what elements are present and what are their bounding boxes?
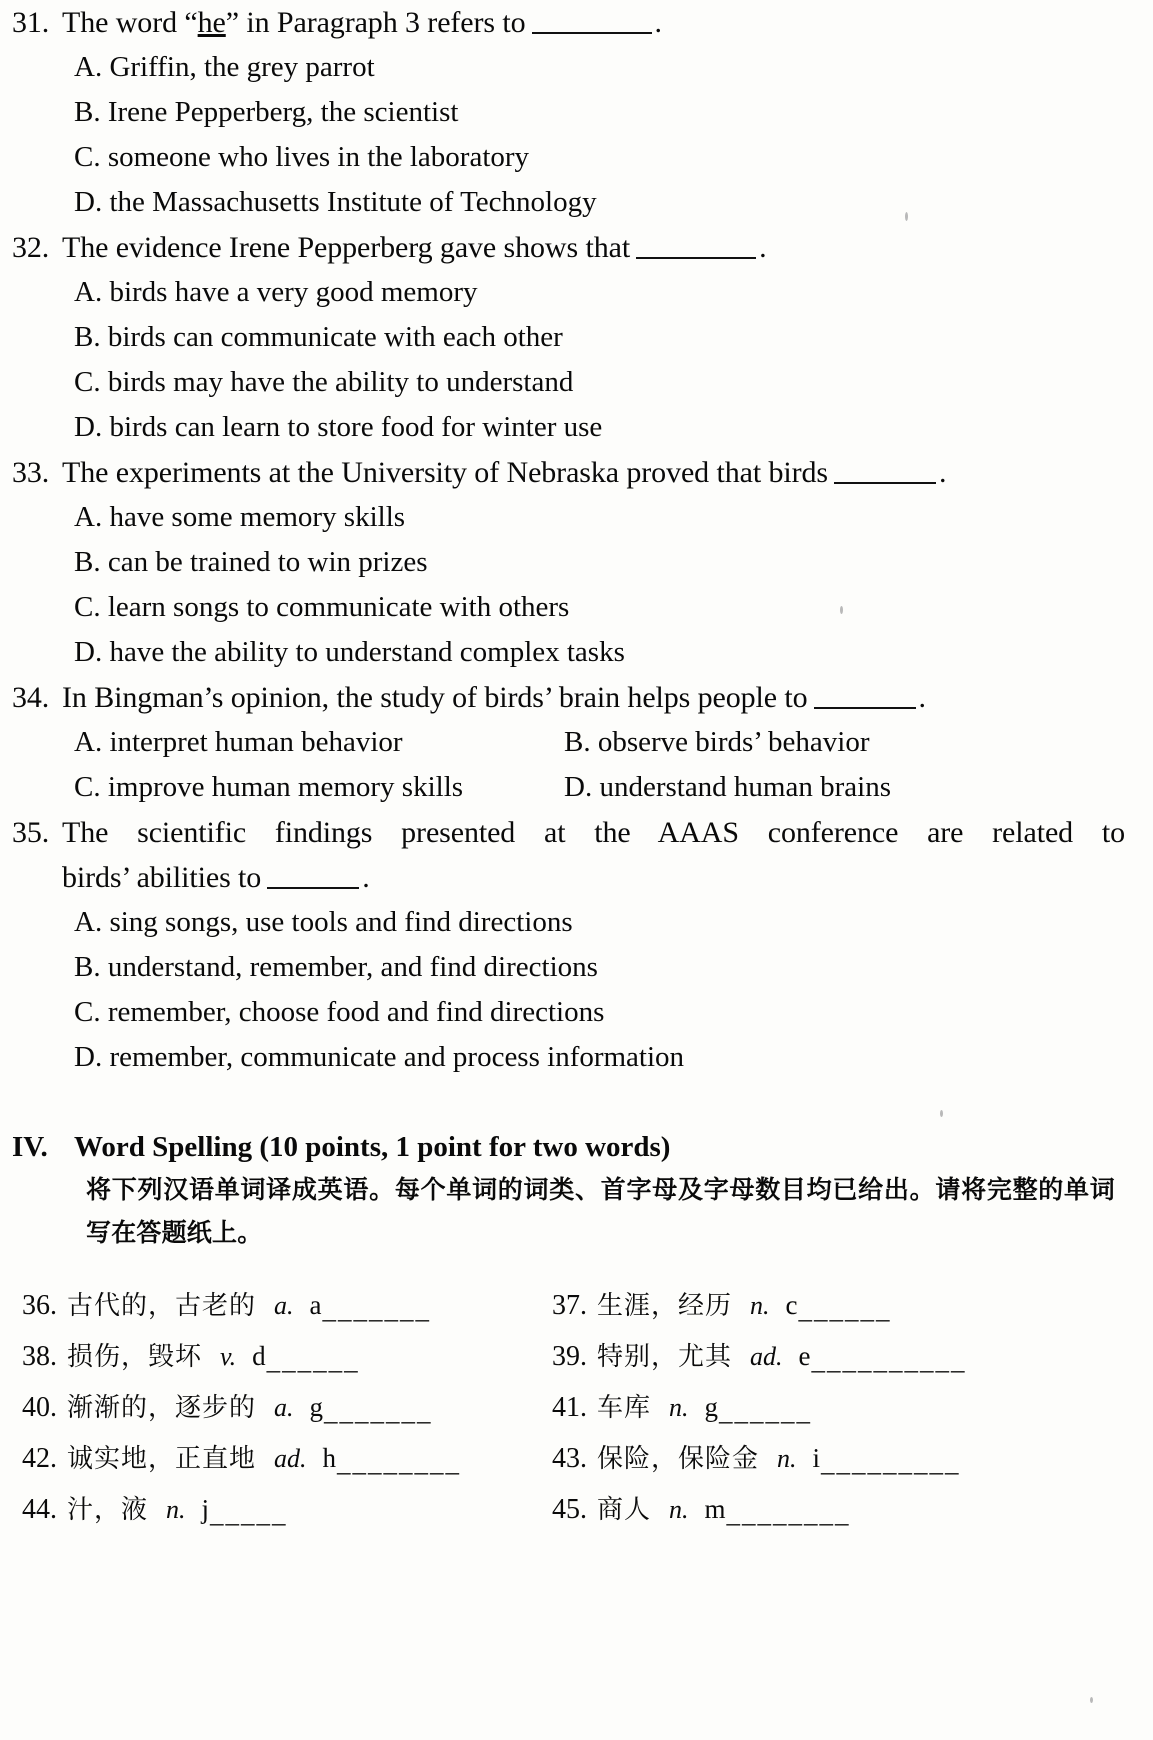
option-b[interactable]: B. understand, remember, and find directions bbox=[74, 951, 598, 983]
scan-speck bbox=[1090, 1697, 1093, 1703]
question-number: 34. bbox=[12, 681, 50, 714]
item-first-letter: i bbox=[812, 1443, 821, 1473]
option-row bbox=[0, 90, 1153, 135]
option-row bbox=[0, 990, 1153, 1035]
option-row bbox=[0, 270, 1153, 315]
item-part-of-speech: n. bbox=[777, 1444, 797, 1473]
option-row bbox=[0, 135, 1153, 180]
question-32 bbox=[0, 225, 1153, 450]
option-row bbox=[0, 1035, 1153, 1080]
item-chinese: 渐渐的，逐步的 bbox=[67, 1393, 257, 1423]
option-a[interactable]: A. Griffin, the grey parrot bbox=[74, 51, 375, 83]
item-part-of-speech: ad. bbox=[274, 1444, 307, 1473]
item-chinese: 诚实地，正直地 bbox=[67, 1444, 257, 1474]
question-text bbox=[62, 675, 1153, 720]
question-text bbox=[62, 225, 1153, 270]
item-answer-dashes[interactable]: ______ bbox=[719, 1396, 813, 1426]
spelling-item-38 bbox=[0, 1331, 540, 1382]
question-number: 32. bbox=[12, 231, 50, 264]
question-31 bbox=[0, 0, 1153, 225]
option-d[interactable]: D. have the ability to understand complex tasks bbox=[74, 636, 625, 668]
question-stem-cont bbox=[0, 855, 1153, 900]
option-row bbox=[0, 945, 1153, 990]
spelling-item-36 bbox=[0, 1280, 540, 1331]
item-chinese: 车库 bbox=[597, 1393, 652, 1423]
word-spelling-grid bbox=[0, 1280, 1153, 1535]
stem-text-cont: birds’ abilities to bbox=[62, 861, 262, 894]
spelling-item-41 bbox=[540, 1382, 1153, 1433]
item-part-of-speech: ad. bbox=[750, 1342, 783, 1371]
item-part-of-speech: n. bbox=[669, 1393, 689, 1422]
section-spacer bbox=[0, 1080, 1153, 1126]
item-part-of-speech: n. bbox=[166, 1495, 186, 1524]
item-chinese: 特别，尤其 bbox=[597, 1342, 733, 1372]
question-number: 33. bbox=[12, 456, 50, 489]
item-first-letter: j bbox=[201, 1494, 210, 1524]
item-chinese: 损伤，毁坏 bbox=[67, 1342, 203, 1372]
end-punct: . bbox=[759, 231, 767, 264]
item-chinese: 汁，液 bbox=[67, 1495, 149, 1525]
item-part-of-speech: v. bbox=[220, 1342, 237, 1371]
item-first-letter: g bbox=[309, 1392, 324, 1422]
end-punct: . bbox=[654, 6, 662, 39]
item-number: 39. bbox=[552, 1341, 587, 1372]
option-row bbox=[0, 315, 1153, 360]
option-b[interactable]: B. observe birds’ behavior bbox=[564, 726, 870, 758]
question-34 bbox=[0, 675, 1153, 810]
stem-text: The experiments at the University of Nebraska proved that birds bbox=[62, 456, 828, 489]
spelling-item-37 bbox=[540, 1280, 1153, 1331]
option-row bbox=[0, 495, 1153, 540]
end-punct: . bbox=[362, 861, 370, 894]
item-part-of-speech: a. bbox=[274, 1393, 294, 1422]
item-first-letter: h bbox=[322, 1443, 337, 1473]
spelling-item-45 bbox=[540, 1484, 1153, 1535]
item-chinese: 古代的，古老的 bbox=[67, 1291, 257, 1321]
item-first-letter: g bbox=[704, 1392, 719, 1422]
item-number: 43. bbox=[552, 1443, 587, 1474]
question-number: 31. bbox=[12, 6, 50, 39]
question-stem bbox=[0, 0, 1153, 45]
item-number: 42. bbox=[22, 1443, 57, 1474]
underlined-word: he bbox=[197, 6, 226, 39]
item-number: 37. bbox=[552, 1290, 587, 1321]
item-number: 36. bbox=[22, 1290, 57, 1321]
question-text-line2 bbox=[62, 855, 1153, 900]
item-part-of-speech: a. bbox=[274, 1291, 294, 1320]
answer-blank[interactable] bbox=[636, 239, 756, 259]
item-answer-dashes[interactable]: _____ bbox=[210, 1498, 288, 1528]
item-part-of-speech: n. bbox=[669, 1495, 689, 1524]
option-a[interactable]: A. have some memory skills bbox=[74, 501, 406, 533]
item-first-letter: c bbox=[785, 1290, 798, 1320]
item-chinese: 商人 bbox=[597, 1495, 652, 1525]
option-b[interactable]: B. Irene Pepperberg, the scientist bbox=[74, 96, 459, 128]
option-d[interactable]: D. understand human brains bbox=[564, 771, 891, 803]
item-part-of-speech: n. bbox=[750, 1291, 770, 1320]
option-row bbox=[0, 540, 1153, 585]
option-c[interactable]: C. someone who lives in the laboratory bbox=[74, 141, 530, 173]
section-title: Word Spelling (10 points, 1 point for two words) bbox=[74, 1131, 671, 1163]
option-a[interactable]: A. birds have a very good memory bbox=[74, 276, 478, 308]
question-33 bbox=[0, 450, 1153, 675]
question-stem bbox=[0, 225, 1153, 270]
answer-blank[interactable] bbox=[267, 869, 359, 889]
item-answer-dashes[interactable]: ______ bbox=[266, 1345, 360, 1375]
item-answer-dashes[interactable]: ________ bbox=[337, 1447, 462, 1477]
stem-text: In Bingman’s opinion, the study of birds’ brain helps people to bbox=[62, 681, 808, 714]
option-d[interactable]: D. birds can learn to store food for winter use bbox=[74, 411, 603, 443]
item-first-letter: a bbox=[309, 1290, 322, 1320]
section-heading bbox=[0, 1126, 1153, 1168]
spelling-item-39 bbox=[540, 1331, 1153, 1382]
option-row bbox=[0, 360, 1153, 405]
item-answer-dashes[interactable]: _________ bbox=[821, 1447, 961, 1477]
option-row bbox=[0, 45, 1153, 90]
option-row bbox=[0, 765, 1153, 810]
option-row bbox=[0, 405, 1153, 450]
item-first-letter: e bbox=[798, 1341, 811, 1371]
option-row bbox=[0, 720, 1153, 765]
spelling-item-42 bbox=[0, 1433, 540, 1484]
option-row bbox=[0, 900, 1153, 945]
stem-before: The word “ bbox=[62, 6, 198, 39]
option-c[interactable]: C. birds may have the ability to understand bbox=[74, 366, 574, 398]
end-punct: . bbox=[918, 681, 926, 714]
item-first-letter: d bbox=[252, 1341, 266, 1371]
item-answer-dashes[interactable]: ________ bbox=[726, 1498, 851, 1528]
question-number: 35. bbox=[12, 816, 50, 849]
section-instruction-chinese: 将下列汉语单词译成英语。每个单词的词类、首字母及字母数目均已给出。请将完整的单词写在答题纸上。 bbox=[86, 1175, 1115, 1247]
item-number: 41. bbox=[552, 1392, 587, 1423]
option-row bbox=[0, 180, 1153, 225]
option-row bbox=[0, 585, 1153, 630]
spelling-item-44 bbox=[0, 1484, 540, 1535]
item-number: 38. bbox=[22, 1341, 57, 1372]
item-first-letter: m bbox=[704, 1494, 726, 1524]
question-stem bbox=[0, 675, 1153, 720]
item-answer-dashes[interactable]: __________ bbox=[811, 1345, 967, 1375]
option-d[interactable]: D. remember, communicate and process information bbox=[74, 1041, 685, 1073]
question-text bbox=[62, 0, 1153, 45]
option-row bbox=[0, 630, 1153, 675]
item-answer-dashes[interactable]: _______ bbox=[324, 1396, 433, 1426]
question-35 bbox=[0, 810, 1153, 1080]
end-punct: . bbox=[938, 456, 947, 489]
option-d[interactable]: D. the Massachusetts Institute of Technology bbox=[74, 186, 597, 218]
option-b[interactable]: B. birds can communicate with each other bbox=[74, 321, 563, 353]
item-number: 40. bbox=[22, 1392, 57, 1423]
item-number: 44. bbox=[22, 1494, 57, 1525]
question-stem bbox=[0, 450, 1153, 495]
item-chinese: 生涯，经历 bbox=[597, 1291, 733, 1321]
stem-text: The evidence Irene Pepperberg gave shows that bbox=[62, 231, 631, 264]
spelling-item-43 bbox=[540, 1433, 1153, 1484]
option-c[interactable]: C. remember, choose food and find directions bbox=[74, 996, 605, 1028]
stem-after: ” in Paragraph 3 refers to bbox=[225, 6, 526, 39]
spelling-item-40 bbox=[0, 1382, 540, 1433]
item-answer-dashes[interactable]: ______ bbox=[798, 1294, 892, 1324]
item-number: 45. bbox=[552, 1494, 587, 1525]
item-chinese: 保险，保险金 bbox=[597, 1444, 760, 1474]
option-c[interactable]: C. improve human memory skills bbox=[74, 771, 464, 803]
spelling-spacer bbox=[0, 1254, 1153, 1280]
answer-blank[interactable] bbox=[814, 689, 916, 709]
question-text bbox=[62, 450, 1153, 495]
question-stem bbox=[0, 810, 1153, 855]
option-a[interactable]: A. interpret human behavior bbox=[74, 726, 403, 758]
option-b[interactable]: B. can be trained to win prizes bbox=[74, 546, 428, 578]
question-text-line1: The scientific findings presented at the AAAS conference are related to bbox=[62, 816, 1125, 849]
option-c[interactable]: C. learn songs to communicate with others bbox=[74, 591, 570, 623]
option-a[interactable]: A. sing songs, use tools and find directions bbox=[74, 906, 573, 938]
section-numeral: IV. bbox=[12, 1131, 48, 1163]
answer-blank[interactable] bbox=[834, 464, 936, 484]
answer-blank[interactable] bbox=[532, 14, 652, 34]
item-answer-dashes[interactable]: _______ bbox=[322, 1294, 431, 1324]
